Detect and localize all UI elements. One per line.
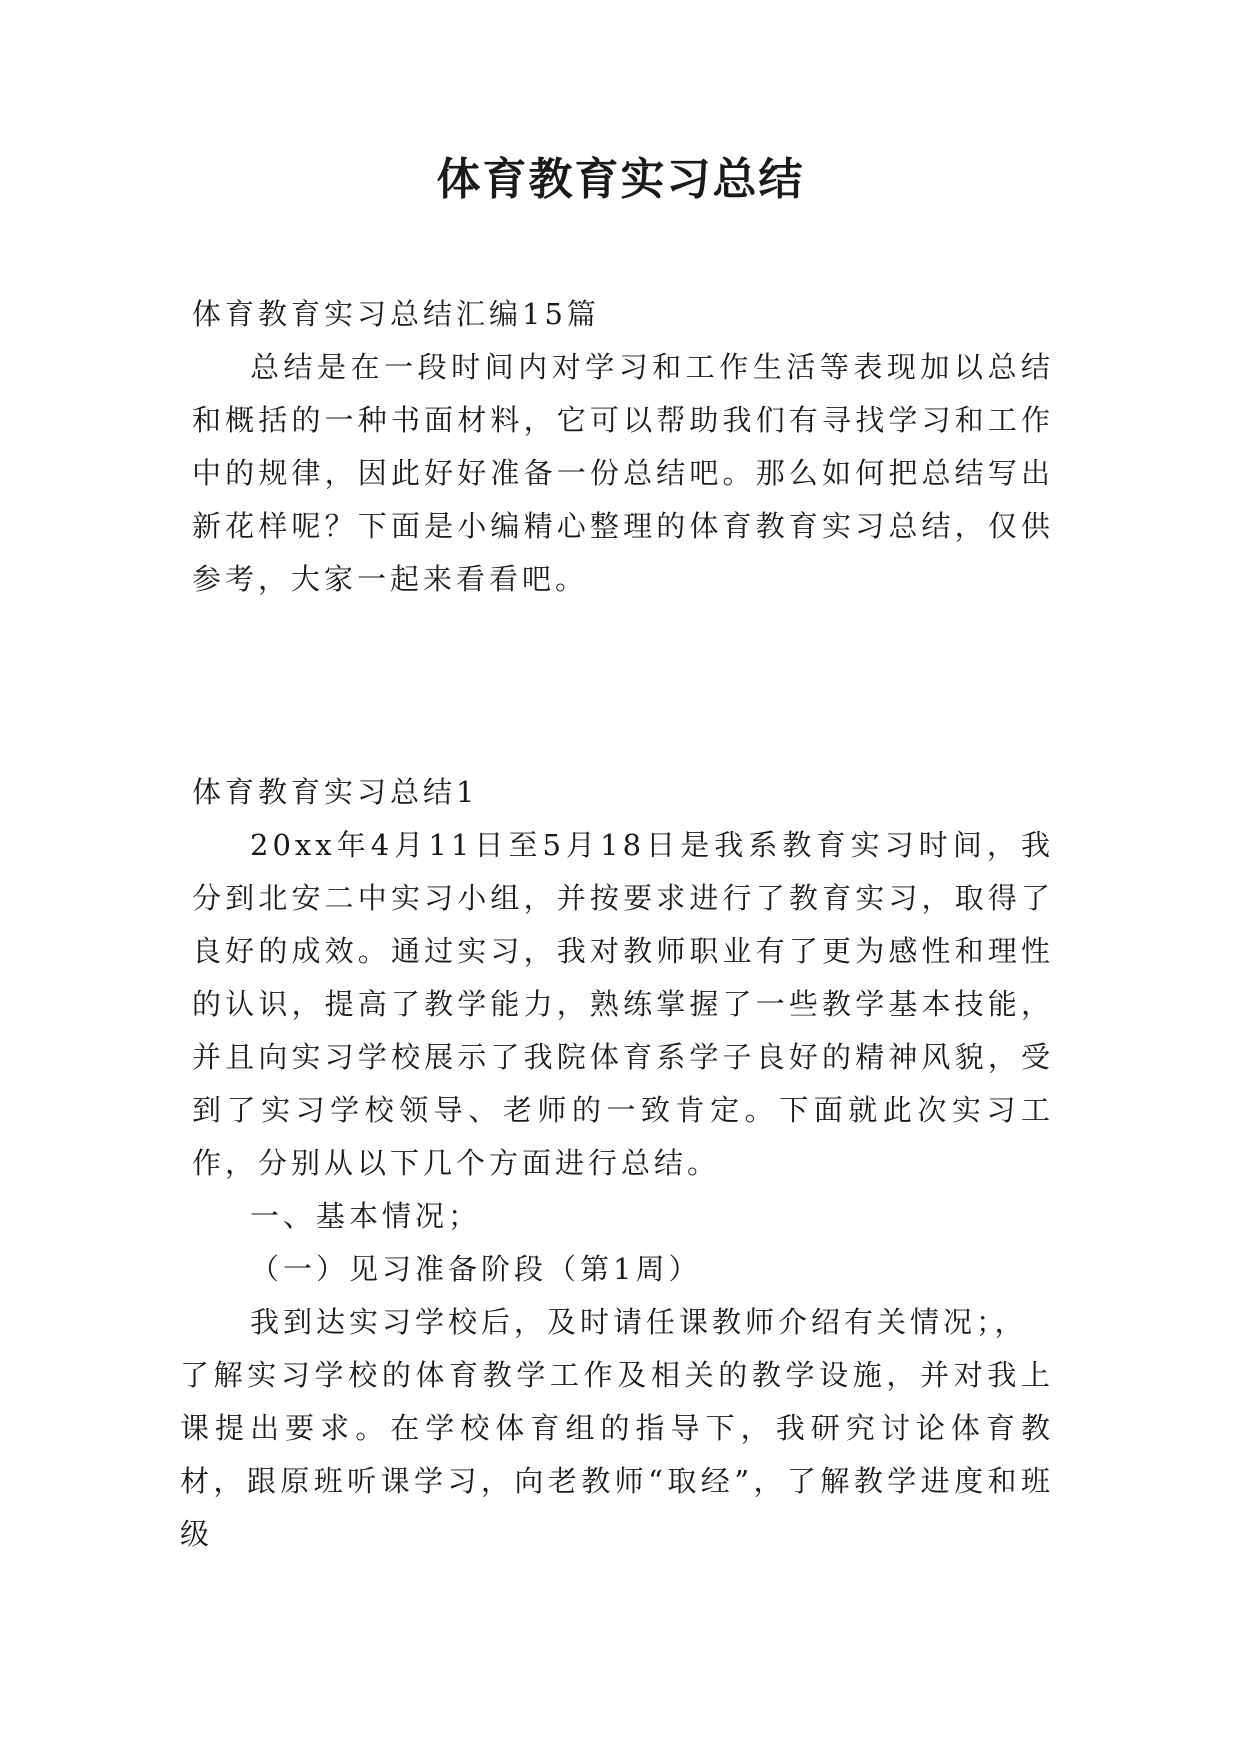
- document-title: 体育教育实习总结: [436, 154, 805, 205]
- stage-paragraph-first-line: 我到达实习学校后，及时请任课教师介绍有关情况；，: [250, 1305, 1028, 1339]
- section-heading: 体育教育实习总结1: [192, 775, 479, 809]
- section-paragraph: 20xx年4月11日至5月18日是我系教育实习时间，我分到北安二中实习小组，并按要求进行了教育实习，取得了良好的成效。通过实习，我对教师职业有了更为感性和理性的认识，提高了教学能力，熟练掌握了一些教学基本技能，并且向实习学校展示了我院体育系学子良好的精神风貌，受到了实习学校领导、老师的一致肯定。下面就此次实习工作，分别从以下几个方面进行总结。: [192, 828, 1054, 1180]
- document-body: [180, 288, 1054, 1561]
- list-subheading-stage: （一）见习准备阶段（第1周）: [250, 1252, 702, 1286]
- list-heading-basic: 一、基本情况；: [250, 1199, 482, 1233]
- section-spacer: [192, 606, 1054, 766]
- stage-paragraph-continuation: 了解实习学校的体育教学工作及相关的教学设施，并对我上课提出要求。在学校体育组的指导下，我研究讨论体育教材，跟原班听课学习，向老教师“取经”，了解教学进度和班级: [180, 1358, 1054, 1551]
- document-subtitle: 体育教育实习总结汇编15篇: [192, 297, 600, 331]
- intro-paragraph: 总结是在一段时间内对学习和工作生活等表现加以总结和概括的一种书面材料，它可以帮助我们有寻找学习和工作中的规律，因此好好准备一份总结吧。那么如何把总结写出新花样呢？下面是小编精心整理的体育教育实习总结，仅供参考，大家一起来看看吧。: [192, 350, 1054, 596]
